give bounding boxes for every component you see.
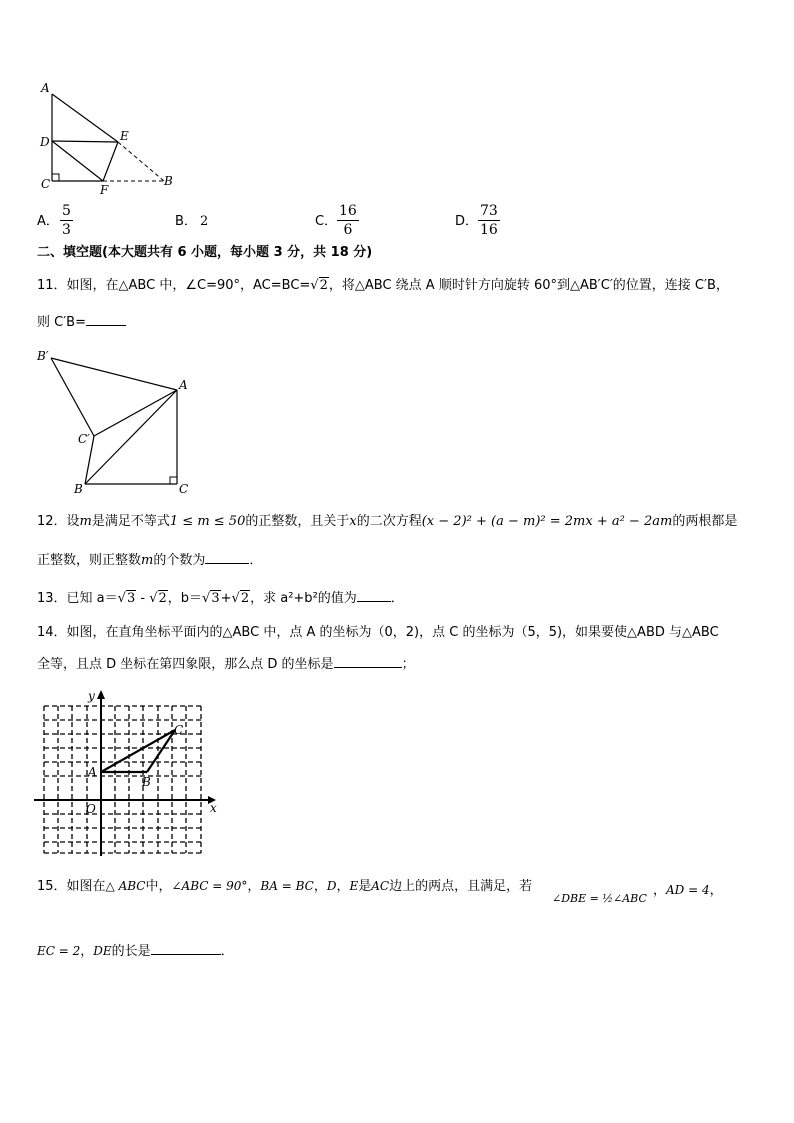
quadratic-equation: (x − 2)² + (a − m)² = 2mx + a² − 2am bbox=[421, 514, 673, 529]
point-B-label: B bbox=[142, 775, 151, 789]
label-E: E bbox=[120, 129, 129, 143]
q11-line2: 则 C′B= bbox=[37, 313, 126, 331]
q15-condition: ∠DBE = ½∠ABC bbox=[552, 892, 647, 905]
q13-line: 13．已知 a＝√3 - √2，b＝√3+√2，求 a²+b²的值为 ． bbox=[37, 591, 404, 606]
label-B-prime: B′ bbox=[37, 349, 49, 363]
q12-line2: 正整数，则正整数m的个数为 ． bbox=[37, 553, 263, 568]
answer-blank-q14[interactable] bbox=[334, 655, 402, 668]
point-A-label: A bbox=[88, 765, 97, 779]
label-B: B bbox=[74, 482, 83, 496]
choice-c-letter[interactable]: C． bbox=[315, 214, 338, 229]
q15-line2: EC = 2，DE的长是 ． bbox=[37, 944, 234, 959]
choice-d-letter[interactable]: D． bbox=[455, 214, 479, 229]
q15-ad: ，AD = 4， bbox=[653, 883, 723, 898]
label-D: D bbox=[40, 135, 50, 149]
figure-q10 bbox=[36, 78, 186, 196]
q14-line1: 14．如图，在直角坐标平面内的△ABC 中，点 A 的坐标为（0，2)，点 C 的坐标为（5，5)，如果要使△ABD 与△ABC bbox=[37, 625, 719, 640]
sqrt-2: √2 bbox=[310, 278, 328, 293]
axis-x-label: x bbox=[210, 801, 217, 815]
choice-c-fraction: 16 6 bbox=[339, 203, 357, 238]
answer-blank-q15[interactable] bbox=[151, 942, 221, 955]
point-C-label: C bbox=[174, 723, 184, 737]
label-C-prime: C′ bbox=[78, 432, 90, 446]
label-B: B bbox=[164, 174, 173, 188]
answer-blank-q11[interactable] bbox=[86, 313, 126, 326]
choice-d-fraction: 73 16 bbox=[480, 203, 498, 238]
choice-b-letter[interactable]: B． bbox=[175, 214, 197, 229]
choice-a-fraction: 5 3 bbox=[62, 203, 71, 238]
q14-line2: 全等，且点 D 坐标在第四象限，那么点 D 的坐标是 ； bbox=[37, 657, 415, 672]
figure-q11 bbox=[34, 345, 199, 497]
origin-label: O bbox=[86, 802, 96, 816]
section-title: 二、填空题(本大题共有 6 小题，每小题 3 分，共 18 分) bbox=[37, 245, 373, 260]
figure-q14-grid bbox=[34, 688, 224, 858]
choice-b-value: 2 bbox=[200, 214, 209, 229]
label-F: F bbox=[100, 183, 109, 196]
answer-blank-q12[interactable] bbox=[205, 551, 249, 564]
answer-blank-q13[interactable] bbox=[357, 589, 391, 602]
axis-y-label: y bbox=[88, 689, 95, 703]
q12-line1: 12．设m是满足不等式1 ≤ m ≤ 50的正整数，且关于x的二次方程(x − 2)² + (a − m)² = 2mx + a² − 2am的两根都是 bbox=[37, 514, 738, 529]
choice-a-letter[interactable]: A． bbox=[37, 214, 59, 229]
q15-line1: 15．如图在△ ABC中，∠ABC = 90°，BA = BC，D，E是AC边上的两点，且满足，若 bbox=[37, 879, 533, 894]
label-A: A bbox=[41, 81, 50, 95]
label-C: C bbox=[41, 177, 51, 191]
q11-line1: 11．如图，在△ABC 中，∠C=90°，AC=BC=√2，将△ABC 绕点 A 顺时针方向旋转 60°到△AB′C′的位置，连接 C′B， bbox=[37, 278, 729, 293]
label-A: A bbox=[179, 378, 188, 392]
label-C: C bbox=[179, 482, 189, 496]
